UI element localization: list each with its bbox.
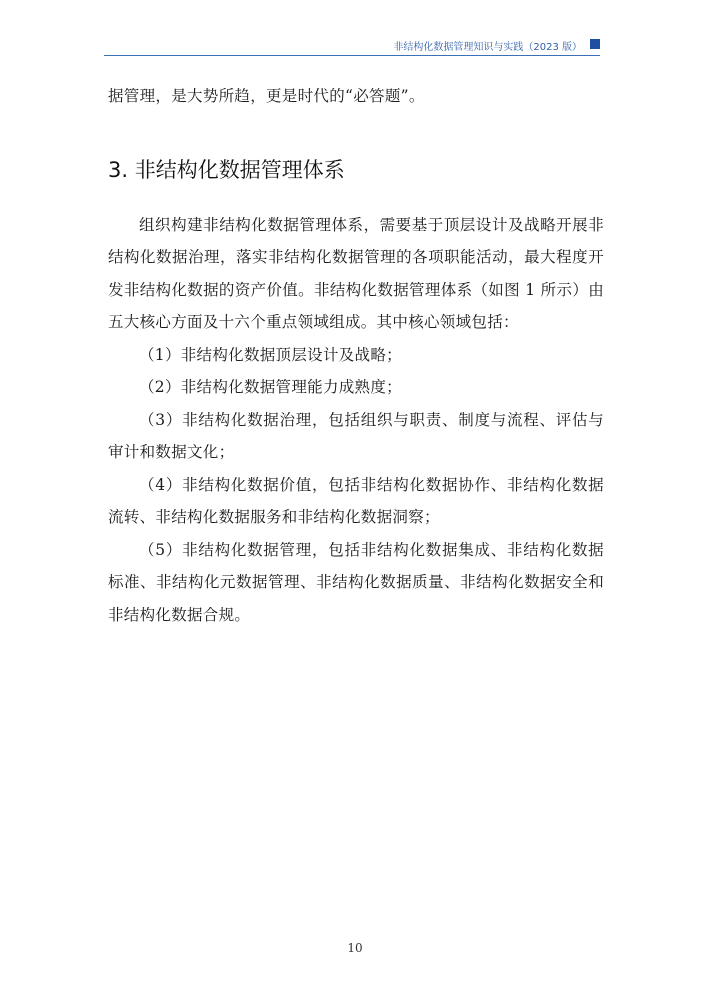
header-square-marker — [590, 39, 600, 49]
intro-paragraph: 组织构建非结构化数据管理体系，需要基于顶层设计及战略开展非结构化数据治理，落实非结构化数据管理的各项职能活动，最大程度开发非结构化数据的资产价值。非结构化数据管理体系（如图 1 所示）由五大核心方面及十六个重点领域组成。其中核心领域包括： — [108, 215, 604, 331]
list-item-3: （3）非结构化数据治理，包括组织与职责、制度与流程、评估与审计和数据文化； — [108, 410, 604, 461]
continuation-paragraph: 据管理，是大势所趋，更是时代的“必答题”。 — [108, 87, 425, 105]
header-rule — [104, 55, 600, 56]
list-item-1: （1）非结构化数据顶层设计及战略； — [139, 345, 402, 364]
list-item-4: （4）非结构化数据价值，包括非结构化数据协作、非结构化数据流转、非结构化数据服务和非结构化数据洞察； — [108, 475, 604, 526]
running-header — [104, 36, 600, 56]
list-item-2: （2）非结构化数据管理能力成熟度； — [139, 378, 402, 396]
list-item-5: （5）非结构化数据管理，包括非结构化数据集成、非结构化数据标准、非结构化元数据管理、非结构化数据质量、非结构化数据安全和非结构化数据合规。 — [108, 540, 604, 624]
header-title: 非结构化数据管理知识与实践（2023 版） — [393, 42, 582, 53]
page-body — [108, 80, 604, 631]
page-number: 10 — [347, 941, 363, 955]
section-heading: 3. 非结构化数据管理体系 — [108, 157, 345, 182]
